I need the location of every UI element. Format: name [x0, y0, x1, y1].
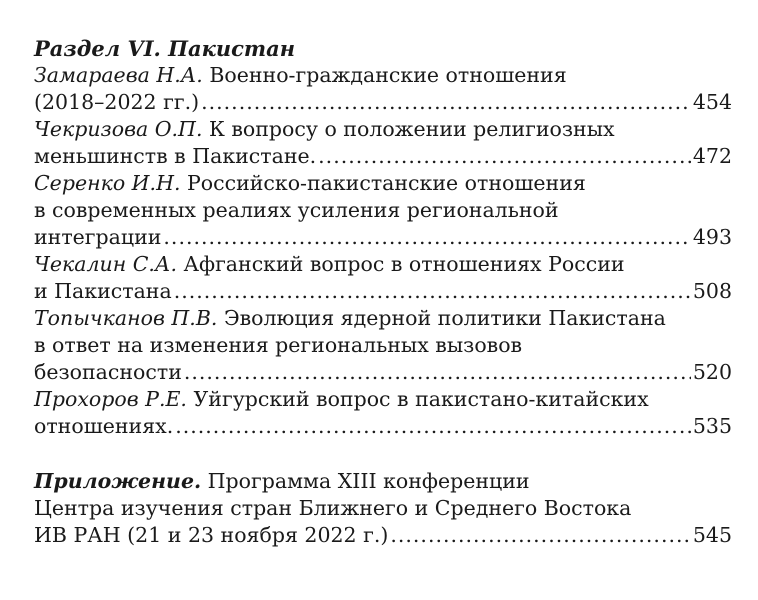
entry-title-end: меньшинств в Пакистане.: [34, 144, 317, 168]
dot-leader: [390, 522, 691, 549]
appendix-title: Приложение.: [34, 469, 202, 493]
entry-author: Замараева Н.А.: [34, 63, 203, 87]
dot-leader: [184, 359, 691, 386]
page-number: 520: [692, 360, 732, 384]
toc-entry[interactable]: [34, 116, 732, 170]
entry-line: [34, 468, 732, 495]
toc-entry[interactable]: [34, 251, 732, 305]
entry-title-line: Программа XIII конференции: [207, 469, 530, 493]
page-number: 472: [692, 144, 732, 168]
entry-line: в ответ на изменения региональных вызовов: [34, 333, 523, 357]
entry-last-line: [34, 413, 732, 440]
entry-title-line: Российско-пакистанские отношения: [187, 171, 586, 195]
entry-line: [34, 251, 732, 278]
dot-leader: [174, 278, 691, 305]
page-number: 535: [692, 414, 732, 438]
entry-title-line: К вопросу о положении религиозных: [209, 117, 615, 141]
page-number: 508: [692, 279, 732, 303]
entry-title-end: безопасности: [34, 360, 182, 384]
entry-last-line: [34, 522, 732, 549]
entry-last-line: [34, 143, 732, 170]
entry-title-line: Эволюция ядерной политики Пакистана: [223, 306, 666, 330]
entry-line: [34, 62, 732, 89]
page-number: 545: [692, 523, 732, 547]
page-number: 493: [692, 225, 732, 249]
toc-entry[interactable]: [34, 62, 732, 116]
entry-author: Чекалин С.А.: [34, 252, 177, 276]
toc-appendix-entry[interactable]: [34, 468, 732, 549]
section-title: Раздел VI. Пакистан: [34, 36, 296, 61]
entry-line: [34, 116, 732, 143]
entry-line: Центра изучения стран Ближнего и Среднего Востока: [34, 496, 632, 520]
entry-author: Серенко И.Н.: [34, 171, 181, 195]
entry-title-line: Афганский вопрос в отношениях России: [183, 252, 625, 276]
entry-author: Чекризова О.П.: [34, 117, 203, 141]
toc-entry[interactable]: [34, 386, 732, 440]
dot-leader: [175, 413, 691, 440]
entry-title-end: ИВ РАН (21 и 23 ноября 2022 г.): [34, 523, 389, 547]
entry-last-line: [34, 359, 732, 386]
entry-line: [34, 305, 732, 332]
entry-title-end: и Пакистана: [34, 279, 172, 303]
entry-title-end: (2018–2022 гг.): [34, 90, 200, 114]
entry-author: Прохоров Р.Е.: [34, 387, 187, 411]
dot-leader: [318, 143, 691, 170]
entry-title-end: отношениях.: [34, 414, 174, 438]
entry-last-line: [34, 278, 732, 305]
entry-line: [34, 170, 732, 197]
entry-last-line: [34, 224, 732, 251]
entry-line: [34, 386, 732, 413]
entry-title-line: Уйгурский вопрос в пакистано-китайских: [193, 387, 649, 411]
entry-last-line: [34, 89, 732, 116]
dot-leader: [201, 89, 691, 116]
entry-title-end: интеграции: [34, 225, 162, 249]
page-number: 454: [692, 90, 732, 114]
entry-title-line: Военно-гражданские отношения: [209, 63, 567, 87]
entry-line: в современных реалиях усиления региональной: [34, 198, 559, 222]
toc-entry[interactable]: [34, 170, 732, 251]
toc-entry[interactable]: [34, 305, 732, 386]
entry-author: Топычканов П.В.: [34, 306, 218, 330]
dot-leader: [163, 224, 690, 251]
